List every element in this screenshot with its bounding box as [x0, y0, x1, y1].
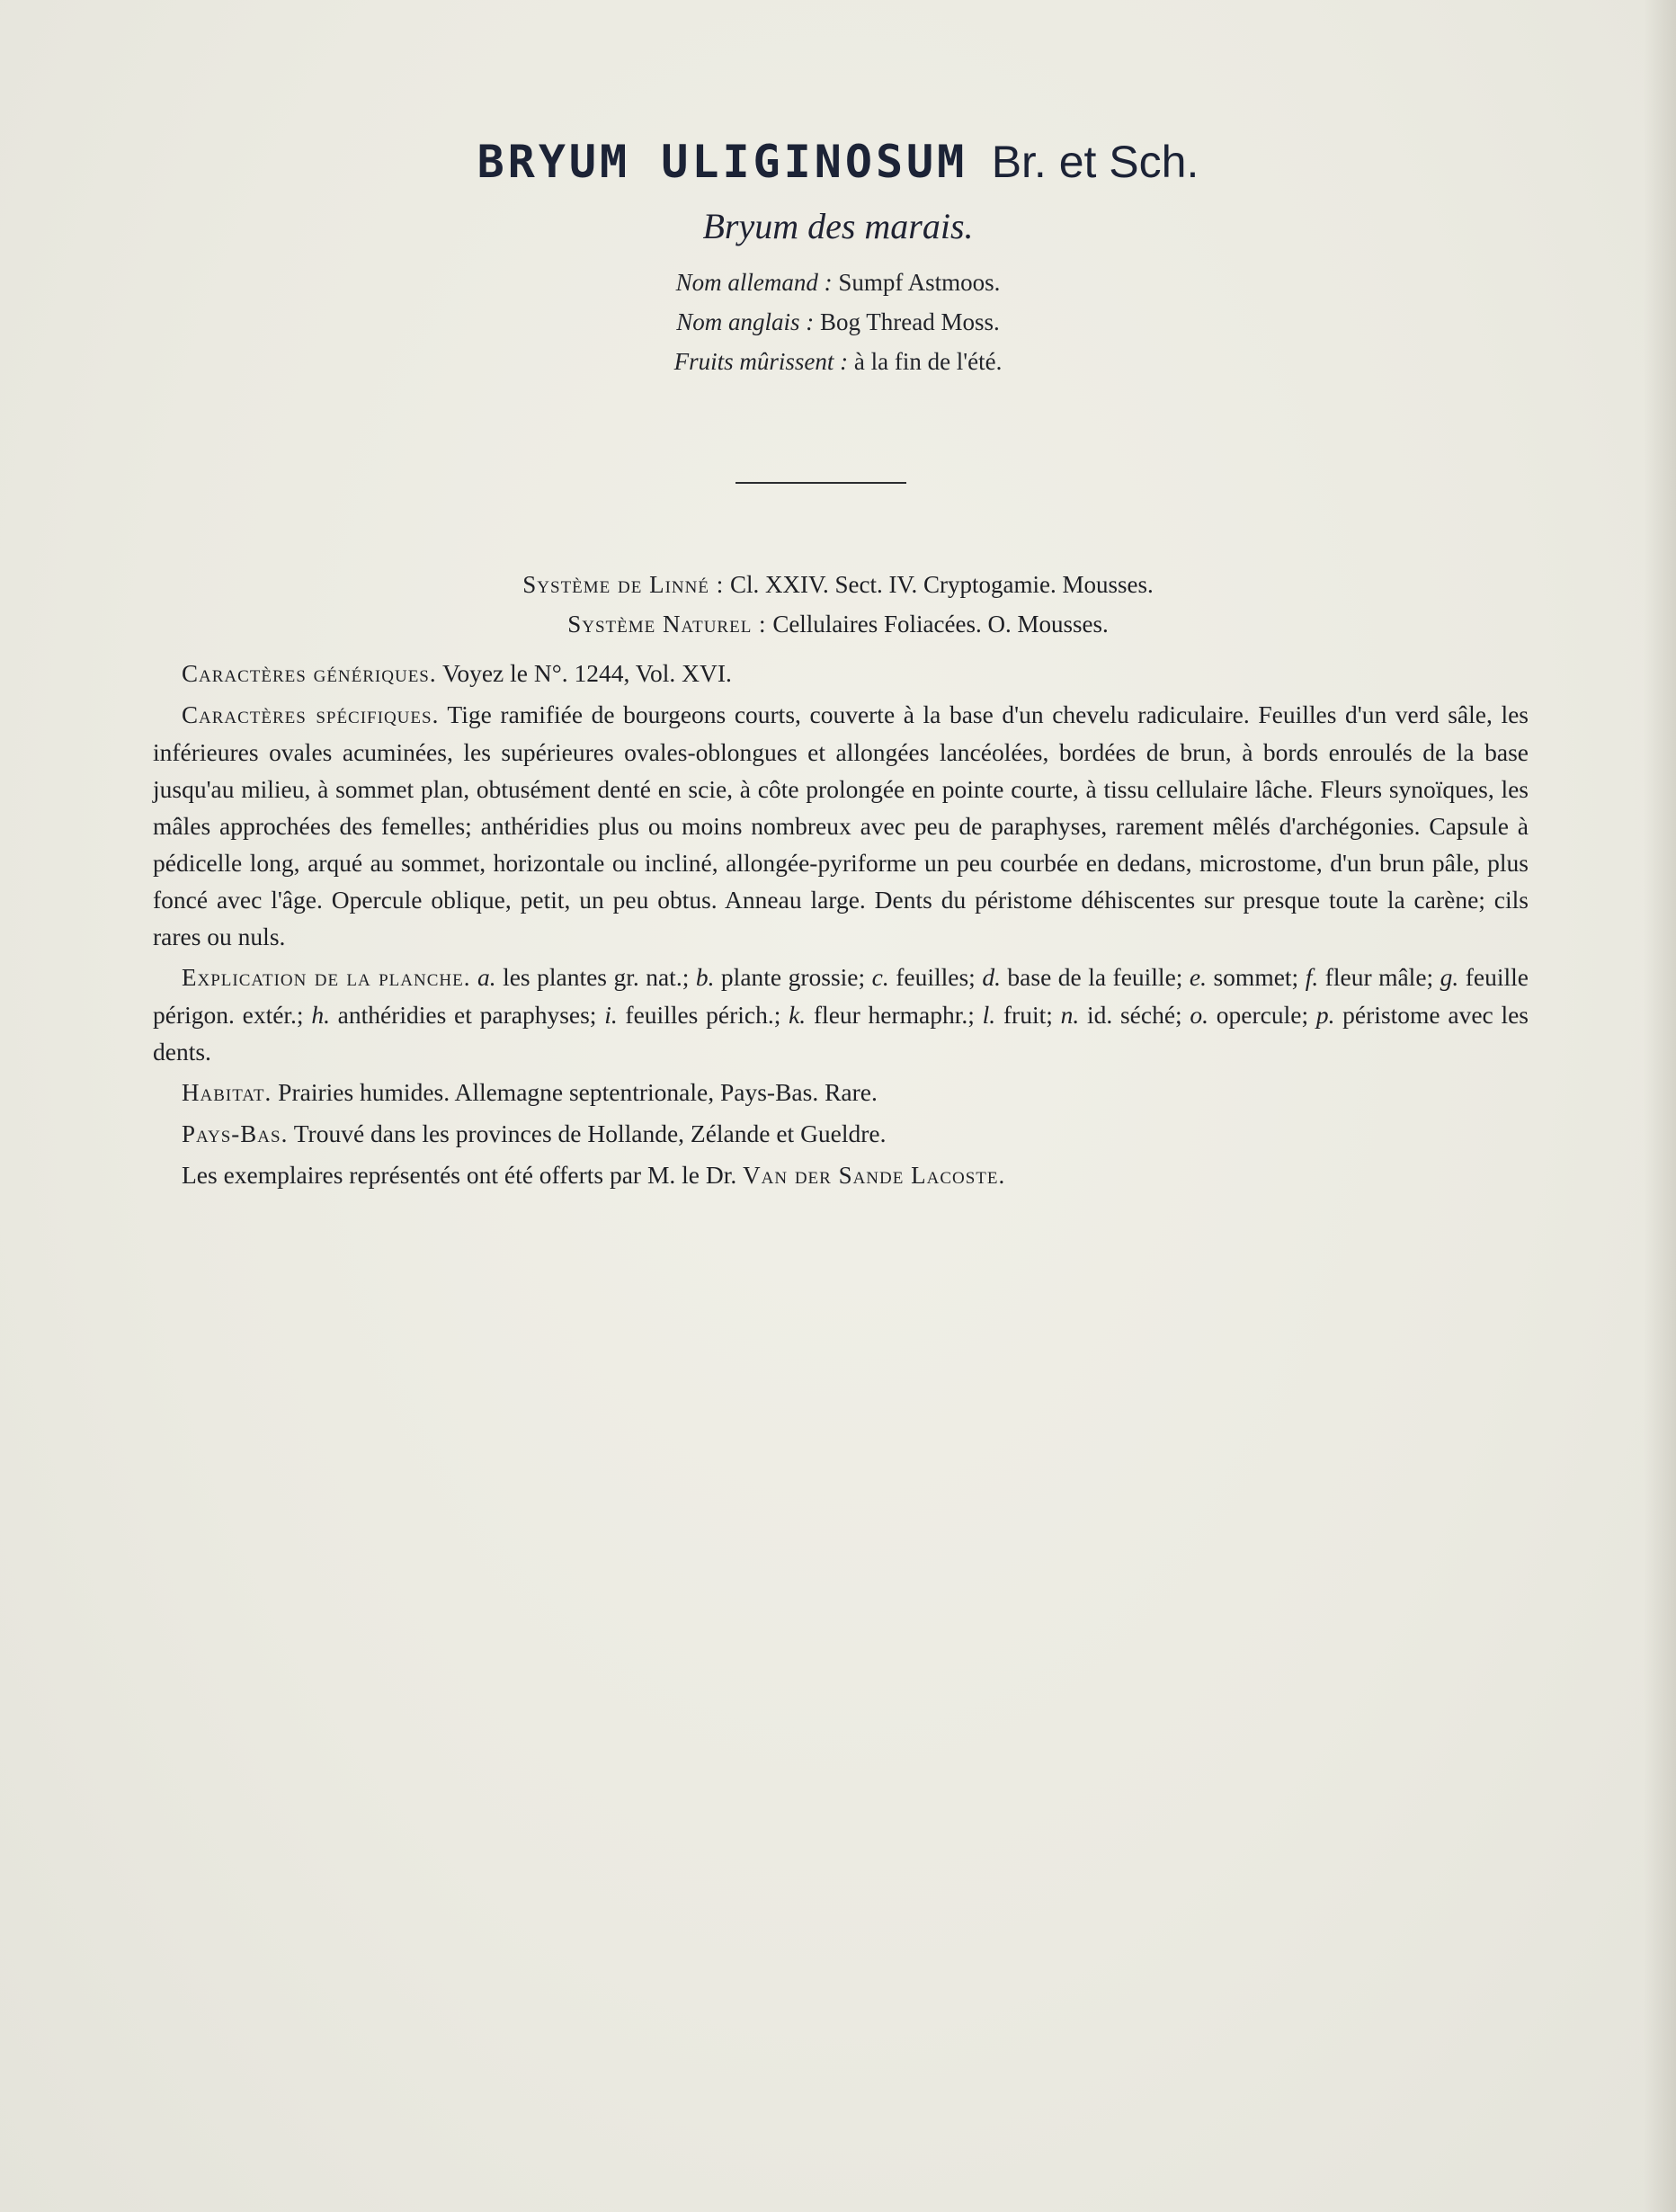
netherlands-label: Pays-Bas. — [182, 1120, 289, 1147]
linne-system-line — [0, 565, 1676, 604]
species-title-name: BRYUM ULIGINOSUM — [477, 136, 968, 188]
natural-system-label: Système Naturel : — [567, 611, 767, 638]
plate-item-key: o. — [1190, 1001, 1209, 1029]
plate-item-text: feuilles; — [888, 963, 983, 991]
plate-item-key: d. — [982, 963, 1001, 991]
specific-characters-label: Caractères spécifiques. — [182, 701, 440, 728]
plate-item-key: n. — [1060, 1001, 1080, 1029]
species-title — [0, 135, 1676, 189]
english-name-label: Nom anglais : — [676, 308, 815, 335]
fruiting-label: Fruits mûrissent : — [673, 348, 849, 375]
species-title-authors: Br. et Sch. — [991, 137, 1199, 187]
plate-item-text: fleur mâle; — [1318, 963, 1440, 991]
plate-item-text: id. séché; — [1079, 1001, 1190, 1029]
plate-item-key: k. — [789, 1001, 807, 1029]
habitat-label: Habitat. — [182, 1079, 272, 1106]
plate-item-text: feuilles périch.; — [617, 1001, 789, 1029]
german-name-line — [0, 263, 1676, 302]
generic-characters-text: Voyez le N°. 1244, Vol. XVI. — [442, 659, 732, 687]
german-name-label: Nom allemand : — [675, 269, 833, 296]
plate-item-text: fruit; — [995, 1001, 1061, 1029]
plate-item-text: plante grossie; — [714, 963, 872, 991]
generic-characters-paragraph — [153, 655, 1529, 692]
plate-item-text: sommet; — [1207, 963, 1306, 991]
natural-system-line — [0, 604, 1676, 644]
linne-system-value: Cl. XXIV. Sect. IV. Cryptogamie. Mousses. — [729, 571, 1154, 598]
plate-item-key: i. — [604, 1001, 618, 1029]
specific-characters-paragraph — [153, 696, 1529, 955]
natural-system-value: Cellulaires Foliacées. O. Mousses. — [772, 611, 1109, 638]
plate-item-key: a. — [477, 963, 496, 991]
netherlands-text: Trouvé dans les provinces de Hollande, Zélande et Gueldre. — [293, 1119, 887, 1147]
plate-item-text: anthéridies et paraphyses; — [329, 1001, 605, 1029]
plate-item-text: opercule; — [1208, 1001, 1316, 1029]
linne-system-label: Système de Linné : — [522, 571, 725, 598]
fruiting-line — [0, 342, 1676, 381]
plate-item-key: p. — [1315, 1001, 1335, 1029]
plate-explanation-paragraph — [153, 959, 1529, 1070]
plate-item-text: feuille périgon. extér.; — [153, 963, 1529, 1029]
habitat-paragraph — [153, 1074, 1529, 1111]
section-divider — [735, 482, 906, 484]
german-name-value: Sumpf Astmoos. — [838, 269, 1001, 296]
plate-item-text: péristome avec les dents. — [153, 1001, 1529, 1066]
plate-explanation-label: Explication de la planche. — [182, 964, 471, 991]
plate-item-key: g. — [1440, 963, 1459, 991]
plate-item-key: h. — [311, 1001, 330, 1029]
specimens-paragraph — [153, 1156, 1529, 1194]
habitat-text: Prairies humides. Allemagne septentrionale, Pays-Bas. Rare. — [278, 1078, 878, 1106]
header — [0, 135, 1676, 381]
english-name-line — [0, 302, 1676, 342]
specimens-donor-name: Van der Sande Lacoste. — [743, 1162, 1006, 1189]
french-common-name: Bryum des marais. — [702, 206, 974, 246]
plate-item-text: les plantes gr. nat.; — [495, 963, 696, 991]
plate-item-key: b. — [695, 963, 715, 991]
english-name-value: Bog Thread Moss. — [820, 308, 1000, 335]
fruiting-value: à la fin de l'été. — [853, 348, 1003, 375]
plate-item-key: c. — [871, 963, 889, 991]
description-body — [153, 655, 1529, 1198]
classification-systems — [0, 565, 1676, 644]
plate-item-text: fleur hermaphr.; — [806, 1001, 983, 1029]
specimens-text: Les exemplaires représentés ont été offerts par M. le Dr. — [182, 1161, 737, 1189]
plate-item-text: base de la feuille; — [1000, 963, 1190, 991]
plate-item-key: e. — [1189, 963, 1207, 991]
plate-item-key: l. — [982, 1001, 996, 1029]
plate-item-key: f. — [1305, 963, 1319, 991]
common-names — [0, 263, 1676, 381]
generic-characters-label: Caractères génériques. — [182, 660, 437, 687]
specific-characters-text: Tige ramifiée de bourgeons courts, couverte à la base d'un chevelu radiculaire. Feuilles d'un verd sâle, les inférieures ovales acuminées, les supérieures ovales-oblongues et allongées lancéolées, bordées de brun, à bords enroulés de la base jusqu'au milieu, à sommet plan, obtusément denté en scie, à côte prolongée en pointe courte, à tissu cellulaire lâche. Fleurs synoïques, les mâles approchées des femelles; anthéridies plus ou moins nombreux avec peu de paraphyses, rarement mêlés d'archégonies. Capsule à pédicelle long, arqué au sommet, horizontale ou incliné, allongée-pyriforme un peu courbée en dedans, microstome, d'un brun pâle, plus foncé avec l'âge. Opercule oblique, petit, un peu obtus. Anneau large. Dents du péristome déhiscentes sur presque toute la carène; cils rares ou nuls. — [153, 700, 1529, 950]
netherlands-paragraph — [153, 1115, 1529, 1153]
